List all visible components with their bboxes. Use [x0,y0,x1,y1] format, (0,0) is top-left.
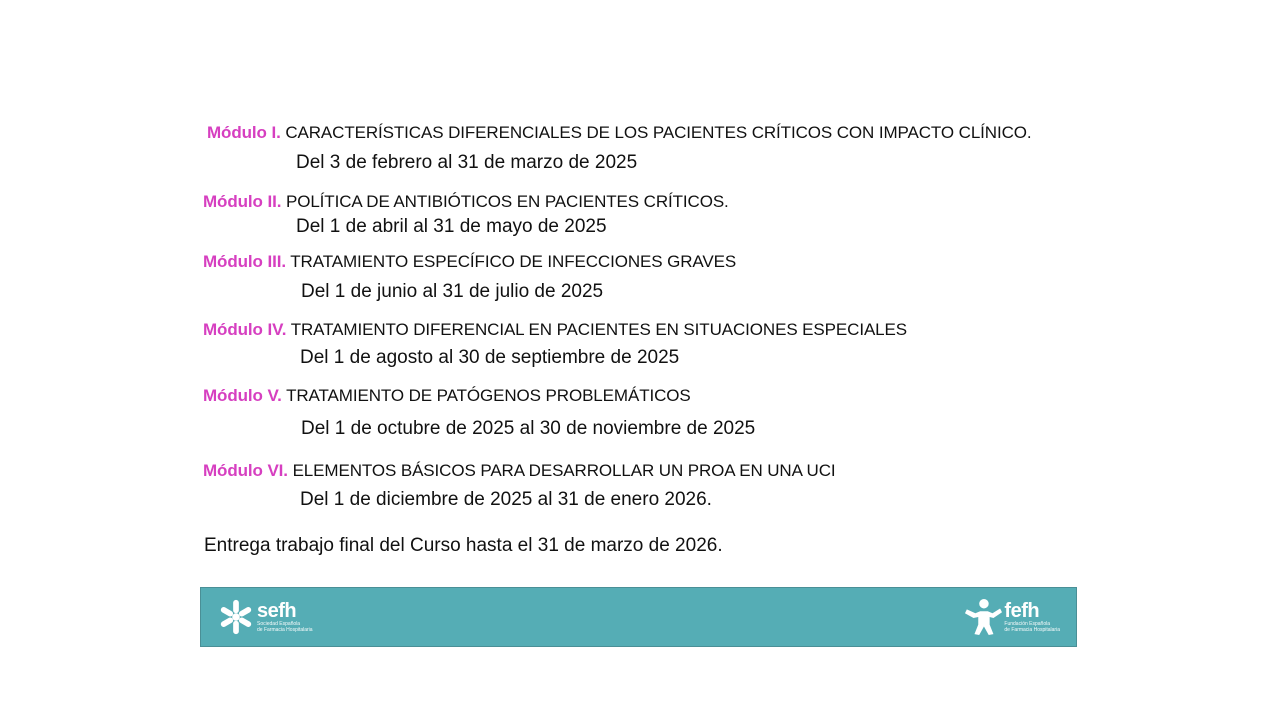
module-2-label: Módulo II. [203,192,282,211]
module-4-title-line [203,320,907,340]
sefh-logo-text [257,601,313,633]
fefh-logo-text [1004,601,1060,633]
module-5-dates: Del 1 de octubre de 2025 al 30 de noviembre de 2025 [301,418,756,439]
sefh-sub-line2: de Farmacia Hospitalaria [257,627,313,633]
fefh-logo [964,598,1060,636]
sefh-name: sefh [257,600,297,622]
module-3-label: Módulo III. [203,252,286,271]
module-2-dates: Del 1 de abril al 31 de mayo de 2025 [296,216,607,237]
fefh-sub-line2: de Farmacia Hospitalaria [1004,627,1060,633]
module-1-title-line [207,123,1032,143]
module-4-dates: Del 1 de agosto al 30 de septiembre de 2025 [300,347,680,368]
sefh-asterisk-icon [217,598,255,636]
module-6-title: ELEMENTOS BÁSICOS PARA DESARROLLAR UN PROA EN UNA UCI [292,461,836,480]
module-4-label: Módulo IV. [203,320,287,339]
fefh-person-icon [964,598,1002,636]
module-6-label: Módulo VI. [203,461,288,480]
module-1-dates: Del 3 de febrero al 31 de marzo de 2025 [296,152,638,173]
sefh-sub-line1: Sociedad Española [257,621,301,627]
module-5-label: Módulo V. [203,386,282,405]
module-2-title-line [203,192,729,212]
module-6-title-line [203,461,836,481]
module-1-title: CARACTERÍSTICAS DIFERENCIALES DE LOS PACIENTES CRÍTICOS CON IMPACTO CLÍNICO. [285,123,1032,142]
module-5-title-line [203,386,691,406]
module-3-title-line [203,252,736,272]
module-4-title: TRATAMIENTO DIFERENCIAL EN PACIENTES EN SITUACIONES ESPECIALES [290,320,908,339]
module-3-title: TRATAMIENTO ESPECÍFICO DE INFECCIONES GRAVES [290,252,737,271]
fefh-sub-line1: Fundación Española [1004,621,1050,627]
sefh-logo [217,598,313,636]
footer-bar [200,587,1077,647]
module-1-label: Módulo I. [207,123,281,142]
module-5-title: TRATAMIENTO DE PATÓGENOS PROBLEMÁTICOS [286,386,691,405]
module-3-dates: Del 1 de junio al 31 de julio de 2025 [301,281,604,302]
module-6-dates: Del 1 de diciembre de 2025 al 31 de enero 2026. [300,489,712,510]
module-2-title: POLÍTICA DE ANTIBIÓTICOS EN PACIENTES CRÍTICOS. [285,192,729,211]
final-note: Entrega trabajo final del Curso hasta el 31 de marzo de 2026. [204,535,723,556]
fefh-name: fefh [1004,600,1040,622]
